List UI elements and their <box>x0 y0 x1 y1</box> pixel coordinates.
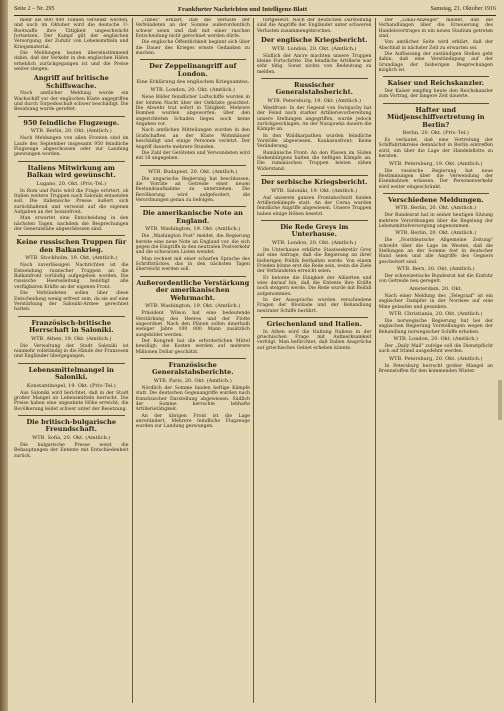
article-paragraph: Die englische Öffentlichkeit beginnt sich über die Dauer des Krieges ernste Gedanken zu machen. <box>135 40 250 57</box>
article-paragraph: Man rechnet mit einer scharfen Sprache des Schriftstückes, das in den nächsten Tagen überreicht werden soll. <box>135 256 250 273</box>
article-paragraph: Nach einer Meldung des „Telegraaf" ist ein englischer Dampfer in der Nordsee auf eine Mine gelaufen und gesunken. <box>378 293 493 310</box>
article-dateline: WTB. Berlin, 20. Okt. (Amtlich.) <box>30 128 112 135</box>
article-paragraph: In Rom und Paris wird die Frage erörtert, ob Italien weitere Truppen nach Saloniki entsenden soll. Die italienische Presse äußert sich zurückhaltend und verweist auf die eigenen Aufgaben an der Isonzofront. <box>14 188 129 216</box>
article-paragraph: Im Unterhause erklärte Staatssekretär Grey auf eine Anfrage, daß die Regierung an ihrer bisherigen Politik festhalten werde. Von einem Frieden könne erst die Rede sein, wenn die Ziele der Verbündeten erreicht seien. <box>257 247 372 275</box>
article-divider <box>18 316 125 317</box>
article-headline: Die Rede Greys im Unterhause. <box>280 222 349 239</box>
article-divider <box>261 175 368 176</box>
article-paragraph: Die Verwaltung der Stadt Saloniki ist nunmehr vollständig in die Hände der Franzosen und Engländer übergegangen. <box>14 343 129 360</box>
article-dateline: WTB. London, 20. Okt. (Amtlich.) <box>393 335 478 342</box>
article-divider <box>383 193 490 194</box>
article-headline: Hafter und Müdjenschiffvertretung in Berlin? <box>386 105 485 129</box>
article-dateline: WTB. Sofia, 20. Okt. (Amtlich.) <box>32 434 111 441</box>
article-dateline: WTB. Athen, 19. Okt. (Amtlich.) <box>31 335 112 342</box>
article-headline: Lebensmittelmangel in Saloniki. <box>28 365 114 382</box>
article-divider <box>383 103 490 104</box>
header-page-number: Seite 2 – Nr. 295 <box>14 6 55 12</box>
article-divider <box>18 363 125 364</box>
article-headline: Keine russischen Truppen für den Balkankrieg. <box>16 238 127 254</box>
binding-clip <box>498 380 502 420</box>
article-headline: Griechenland und Italien. <box>266 320 362 329</box>
article-dateline: WTB. Petersburg, 20. Okt. (Amtlich.) <box>389 355 483 362</box>
article-dateline: WTB. London, 20. Okt. (Amtlich.) <box>272 239 357 246</box>
article-paragraph: Rumänische Front: An den Pässen im Süden Siebenbürgens halten die heftigen Kämpfe an. Die rumänischen Truppen leisten zähen Widerstand. <box>257 150 372 172</box>
article-paragraph: Die „Norddeutsche Allgemeine Zeitung" schreibt über die Lage im Westen, daß die Stellungen an der Somme fest in deutscher Hand seien und alle Angriffe des Gegners gescheitert sind. <box>378 238 493 265</box>
article-paragraph: Südlich der Ancre machten unsere Truppen kleine Fortschritte. Die feindliche Artillerie war sehr tätig. Sonst nichts von Bedeutung zu melden. <box>257 53 372 75</box>
article-dateline: Amsterdam, 20. Okt. <box>409 285 463 292</box>
column-2 <box>136 18 255 703</box>
article-headline: Kaiser und Reichskanzler. <box>387 79 485 88</box>
article-paragraph: Die russische Regierung hat neue Bestimmungen über die Verwendung der Eisenbahnen erlassen. Der Personenverkehr wird weiter eingeschränkt. <box>378 168 493 190</box>
article-headline: Verschiedene Meldungen. <box>387 195 484 204</box>
article-divider <box>261 78 368 79</box>
article-paragraph: Neue Bilder feindlicher Luftschiffe wurden in der letzten Nacht über der Ostküste gesichtet. Die Abwehr trat sofort in Tätigkeit. Mehrere Bomben wurden abgeworfen; über den angerichteten Schaden liegen noch keine Angaben vor. <box>135 95 250 128</box>
article-paragraph: Nördlich der Somme fanden heftige Kämpfe statt. Die deutschen Gegenangriffe wurden nach französischer Darstellung abgewiesen. Südlich der Somme herrschte lebhafte Artillerietätigkeit. <box>135 385 250 413</box>
header-date: Samstag, 21. Oktober 1916 <box>430 6 496 12</box>
column-3 <box>257 18 376 703</box>
article-dateline: WTB. Berlin, 20. Okt. (Amtlich.) <box>395 205 477 212</box>
article-paragraph: In Athen wird die Haltung Italiens in der griechischen Frage mit Aufmerksamkeit verfolgt. Man befürchtet, daß Italien Ansprüche auf griechisches Gebiet erheben könnte. <box>257 329 372 351</box>
article-divider <box>140 206 247 207</box>
article-divider <box>18 116 125 117</box>
article-paragraph: Es verlautet, daß eine Vertretung der Schiffahrtskreise demnächst in Berlin eintreffen wird, um über die Lage der Handelsflotte zu beraten. <box>378 138 493 160</box>
article-dateline: WTB. Bern, 20. Okt. (Amtlich.) <box>396 266 475 273</box>
article-dateline: WTB. Washington, 19. Okt. (Amtlich.) <box>145 303 241 310</box>
article-headline: Der serbische Kriegsbericht. <box>261 178 368 187</box>
article-paragraph: Der Bundesrat hat in seiner heutigen Sitzung mehrere Verordnungen über die Regelung der Lebensmittelversorgung angenommen. <box>378 213 493 230</box>
article-dateline: WTB. Washington, 19. Okt. (Amtlich.) <box>145 226 241 233</box>
article-paragraph: Nach zuverlässigen Nachrichten ist die Entsendung russischer Truppen an die Balkanfront vorläufig aufgegeben worden. Die russische Heeresleitung benötigt alle verfügbaren Kräfte an der eigenen Front. <box>14 263 129 290</box>
article-paragraph: Aus Saloniki wird berichtet, daß in der Stadt großer Mangel an Lebensmitteln herrscht. Die Preise haben eine ungeahnte Höhe erreicht; die Bevölkerung leidet schwer unter der Besetzung. <box>14 390 129 412</box>
article-divider <box>140 276 247 277</box>
article-paragraph: fortgesetzt. Nach der deutschen Darstellung sind die Angriffe der Engländer unter schweren Verlusten zusammengebrochen. <box>257 18 372 34</box>
article-paragraph: Nach Meldungen von allen Fronten sind im Laufe des September insgesamt 950 feindliche Flugzeuge abgeschossen oder zur Landung gezwungen worden. <box>14 136 129 158</box>
article-dateline: WTB. Budapest, 20. Okt. (Amtlich.) <box>148 168 238 175</box>
column-1 <box>14 18 133 703</box>
article-paragraph: In der Aussprache wurden verschiedene Fragen der Blockade und der Behandlung neutraler Schiffe berührt. <box>257 298 372 314</box>
article-divider <box>18 235 125 236</box>
article-paragraph: Der Kaiser empfing heute den Reichskanzler zum Vortrag, der längere Zeit dauerte. <box>378 88 493 100</box>
article-paragraph: Westfront: In der Gegend von Swinjuchy hat der Feind nach starker Artillerievorbereitung unsere Stellungen angegriffen, wurde jedoch zurückgeschlagen. An der Narajowka dauern die Kämpfe an. <box>257 105 372 133</box>
article-paragraph: Die Zahl der Getöteten und Verwundeten wird mit 18 angegeben. <box>135 150 250 162</box>
article-paragraph: Der „Daily Mail" zufolge soll die Dienstpflicht auch auf Irland ausgedehnt werden. <box>378 343 493 355</box>
article-paragraph: Der Kongreß hat die erforderlichen Mittel bewilligt; die Kosten werden auf mehrere Millionen Dollar geschätzt. <box>135 338 250 355</box>
article-paragraph: Der „Lokal-Anzeiger" meldet, daß die Verhandlungen über die Erneuerung des Handelsvertrages in ein neues Stadium getreten sind. <box>378 18 493 40</box>
article-headline: Angriff auf britische Schiffswache. <box>33 74 109 90</box>
article-dateline: WTB. Christiania, 20. Okt. (Amtlich.) <box>389 310 483 317</box>
article-paragraph: In den Waldkarpathen wurden feindliche Vorstöße abgewiesen. Kaukasusfront: Keine Veränderung. <box>257 133 372 150</box>
article-divider <box>18 161 125 162</box>
article-dateline: WTB. London, 20. Okt. (Amtlich.) <box>272 45 357 52</box>
article-paragraph: mehr als 800 000 Tonnen versenkt werden, und auch im Oktober wird die deutsche U-Bootwaffe ihre Tätigkeit ungeschwächt fortsetzen. Der Kampf gilt der englischen Versorgung, der Zufuhr von Lebensmitteln und Kriegsmaterial. <box>14 18 129 50</box>
page-header <box>14 3 496 16</box>
article-headline: Der Zeppelinangriff auf London. <box>149 62 237 78</box>
article-headline: 950 feindliche Flugzeuge. <box>23 118 120 127</box>
article-paragraph: Die „Washington Post" meldet, die Regierung bereite eine neue Note an England vor, die sich gegen die Eingriffe in den neutralen Postverkehr und die schwarzen Listen wendet. <box>135 234 250 256</box>
article-paragraph: Nach amtlicher Meldung wurde ein Wachschiff vor der englischen Küste angegriffen und durch Torpedoschuß schwer beschädigt. Die Besatzung wurde gerettet. <box>14 91 129 113</box>
article-divider <box>261 317 368 318</box>
article-paragraph: „Times" erklärt, daß die Verluste der Verbündeten an der Somme außerordentlich schwer seien und daß mit einer raschen Entscheidung nicht gerechnet werden dürfe. <box>135 18 250 40</box>
article-divider <box>140 59 247 60</box>
article-dateline: Lugano, 20. Okt. (Priv.-Tel.) <box>36 180 107 187</box>
article-dateline: WTB. Berlin, 20. Okt. (Amtlich.) <box>395 230 477 237</box>
article-headline: Die britisch-bulgarische Freundschaft. <box>26 417 117 434</box>
article-paragraph: An der übrigen Front ist die Lage unverändert. Mehrere feindliche Flugzeuge wurden zur Landung gezwungen. <box>135 413 250 430</box>
article-dateline: Berlin, 20. Okt. (Priv.-Tel.) <box>402 130 469 137</box>
article-headline: Die amerikanische Note an England. <box>142 209 243 225</box>
article-dateline: WTB. Petersburg, 19. Okt. (Amtlich.) <box>389 160 483 167</box>
article-divider <box>18 415 125 416</box>
article-paragraph: Der schweizerische Bundesrat hat die Einfuhr von Getreide neu geregelt. <box>378 274 493 285</box>
header-masthead: Frankfurter Nachrichten und Intelligenz-Blatt <box>178 5 307 13</box>
article-headline: Französisch-britische Herrschaft in Saloniki. <box>28 318 114 335</box>
article-dateline: WTB. Paris, 20. Okt. (Amtlich.) <box>153 377 232 384</box>
article-paragraph: In Petersburg herrscht großer Mangel an Brennstoffen für den kommenden Winter. <box>378 363 493 374</box>
article-dateline: WTB. Stockholm, 19. Okt. (Amtlich.) <box>25 255 118 262</box>
article-dateline: Konstantinopel, 19. Okt. (Priv.-Tel.) <box>26 382 116 389</box>
article-headline: Außerordentliche Verstärkung der amerikanischen Wehrmacht. <box>136 278 250 302</box>
article-paragraph: Man erwartet eine Entscheidung in den nächsten Tagen, nachdem die Besprechungen der Generalstäbe abgeschlossen sind. <box>14 216 129 233</box>
article-headline: Italiens Mitwirkung am Balkan wird gewünscht. <box>26 163 116 180</box>
article-divider <box>383 76 490 77</box>
article-paragraph: Präsident Wilson hat eine bedeutende Verstärkung des Heeres und der Flotte angeordnet. Nach den Plänen sollen innerhalb weniger Jahre 100 000 Mann zusätzlich ausgebildet werden. <box>135 311 250 338</box>
article-paragraph: Die Verbündeten sollen über diese Entscheidung wenig erfreut sein, da sie auf eine Verstärkung der Saloniki-Armee gerechnet hatten. <box>14 291 129 313</box>
article-paragraph: Auf unserem ganzen Frontabschnitt fanden Artilleriekämpfe statt. An der Cerna wurden feindliche Angriffe abgewiesen. Unsere Truppen haben einige Höhen besetzt. <box>257 195 372 217</box>
article-paragraph: Die norwegische Regierung hat bei der englischen Regierung Vorstellungen wegen der Behandlung norwegischer Schiffe erhoben. <box>378 318 493 335</box>
article-headline: Französische Generalstabsberichte. <box>151 360 234 377</box>
article-paragraph: Die bulgarische Presse weist die Behauptungen der Entente mit Entschiedenheit zurück. <box>14 442 129 459</box>
article-dateline: WTB. London, 20. Okt. (Amtlich.) <box>150 87 235 94</box>
article-headline: Russischer Generalstabsbericht. <box>275 80 353 97</box>
article-paragraph: Die Auffassung der zuständigen Stellen geht dahin, daß eine Verständigung auf der Grundlage der bisherigen Besprechungen möglich ist. <box>378 52 493 74</box>
binding-edge <box>0 0 8 711</box>
article-paragraph: Von amtlicher Seite wird erklärt, daß der Abschluß in nächster Zeit zu erwarten sei. <box>378 40 493 51</box>
article-paragraph: Die Meldungen lauten übereinstimmend dahin, daß der Verkehr in den englischen Häfen erheblich zurückgegangen ist und die Preise weiter steigen. <box>14 51 129 73</box>
article-divider <box>140 358 247 359</box>
article-columns <box>14 18 496 703</box>
article-paragraph: Nach amtlichen Mitteilungen wurden in den Grafschaften an der Küste Wohnhäuser beschädigt und einige Personen verletzt. Der Angriff dauerte mehrere Stunden. <box>135 128 250 150</box>
article-dateline: Eine Erklärung des englischen Kriegsamtes. <box>136 79 250 86</box>
article-dateline: WTB. Saloniki, 19. Okt. (Amtlich.) <box>271 187 358 194</box>
article-dateline: WTB. Petersburg, 19. Okt. (Amtlich.) <box>267 97 361 104</box>
article-divider <box>261 220 368 221</box>
article-paragraph: Er betonte die Einigkeit der Alliierten und wies darauf hin, daß die Entente ihre Kräfte noch steigern werde. Die Rede wurde mit Beifall aufgenommen. <box>257 275 372 297</box>
column-4 <box>379 18 497 703</box>
article-headline: Der englische Kriegsbericht. <box>261 36 368 45</box>
article-paragraph: Die ungarische Regierung hat beschlossen, die Vorräte an Getreide einer neuen Bestandsaufnahme zu unterziehen. Die Bevölkerung wird aufgefordert, die Verordnungen genau zu befolgen. <box>135 176 250 203</box>
article-divider <box>140 165 247 166</box>
